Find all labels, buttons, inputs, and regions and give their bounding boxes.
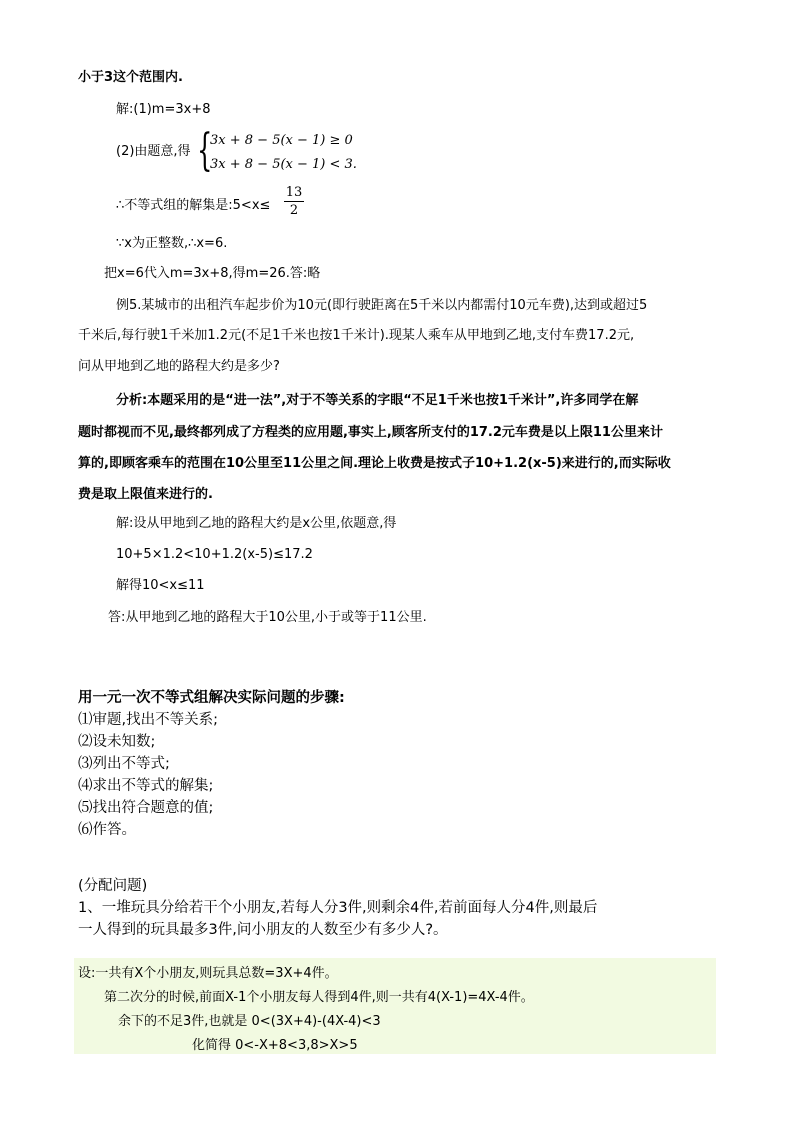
solution-box xyxy=(74,958,716,1054)
fraction-denominator: 2 xyxy=(289,203,299,218)
step-item: ⑶列出不等式; xyxy=(78,756,170,772)
text-line: 题时都视而不见,最终都列成了方程类的应用题,事实上,顾客所支付的17.2元车费是以上限11公里来计 xyxy=(78,425,663,440)
text-line: ∵x为正整数,∴x=6. xyxy=(116,236,228,251)
text-line: 小于3这个范围内. xyxy=(78,70,183,85)
text-line: ∴不等式组的解集是:5<x≤ xyxy=(116,198,271,213)
text-line: (2)由题意,得 xyxy=(116,144,191,159)
fraction-numerator: 13 xyxy=(285,185,303,200)
solution-line: 设:一共有X个小朋友,则玩具总数=3X+4件。 xyxy=(78,966,338,981)
inequality-1: 3x + 8 − 5(x − 1) ≥ 0 xyxy=(210,133,353,148)
text-line: 例5.某城市的出租汽车起步价为10元(即行驶距离在5千米以内都需付10元车费),达到或超过5 xyxy=(116,298,648,313)
problem-category: (分配问题) xyxy=(78,878,148,894)
text-line: 千米后,每行驶1千米加1.2元(不足1千米也按1千米计).现某人乘车从甲地到乙地,支付车费17.2元, xyxy=(78,328,635,343)
fraction-bar xyxy=(284,201,304,202)
brace-symbol: { xyxy=(197,125,213,176)
inequality-2: 3x + 8 − 5(x − 1) < 3. xyxy=(210,157,357,172)
text-line: 答:从甲地到乙地的路程大于10公里,小于或等于11公里. xyxy=(108,610,427,625)
solution-line: 化简得 0<-X+8<3,8>X>5 xyxy=(192,1038,358,1053)
step-item: ⑵设未知数; xyxy=(78,734,156,750)
problem-text: 1、一堆玩具分给若干个小朋友,若每人分3件,则剩余4件,若前面每人分4件,则最后 xyxy=(78,900,598,916)
problem-text: 一人得到的玩具最多3件,问小朋友的人数至少有多少人?。 xyxy=(78,922,448,938)
text-line: 分析:本题采用的是“进一法”,对于不等关系的字眼“不足1千米也按1千米计”,许多同学在解 xyxy=(116,393,639,408)
text-line: 解:设从甲地到乙地的路程大约是x公里,依题意,得 xyxy=(116,516,397,531)
fraction xyxy=(284,185,304,218)
text-line: 解:(1)m=3x+8 xyxy=(116,102,211,117)
text-line: 问从甲地到乙地的路程大约是多少? xyxy=(78,359,280,374)
step-item: ⑹作答。 xyxy=(78,822,136,838)
solution-line: 第二次分的时候,前面X-1个小朋友每人得到4件,则一共有4(X-1)=4X-4件。 xyxy=(104,990,534,1005)
step-item: ⑷求出不等式的解集; xyxy=(78,778,214,794)
section-heading: 用一元一次不等式组解决实际问题的步骤: xyxy=(78,690,345,706)
text-line: 算的,即顾客乘车的范围在10公里至11公里之间.理论上收费是按式子10+1.2(x-5)来进行的,而实际收 xyxy=(78,456,671,471)
text-line: 10+5×1.2<10+1.2(x-5)≤17.2 xyxy=(116,547,313,562)
step-item: ⑸找出符合题意的值; xyxy=(78,800,214,816)
step-item: ⑴审题,找出不等关系; xyxy=(78,712,218,728)
text-line: 解得10<x≤11 xyxy=(116,578,205,593)
solution-line: 余下的不足3件,也就是 0<(3X+4)-(4X-4)<3 xyxy=(118,1014,381,1029)
text-line: 费是取上限值来进行的. xyxy=(78,487,213,502)
text-line: 把x=6代入m=3x+8,得m=26.答:略 xyxy=(104,266,321,281)
